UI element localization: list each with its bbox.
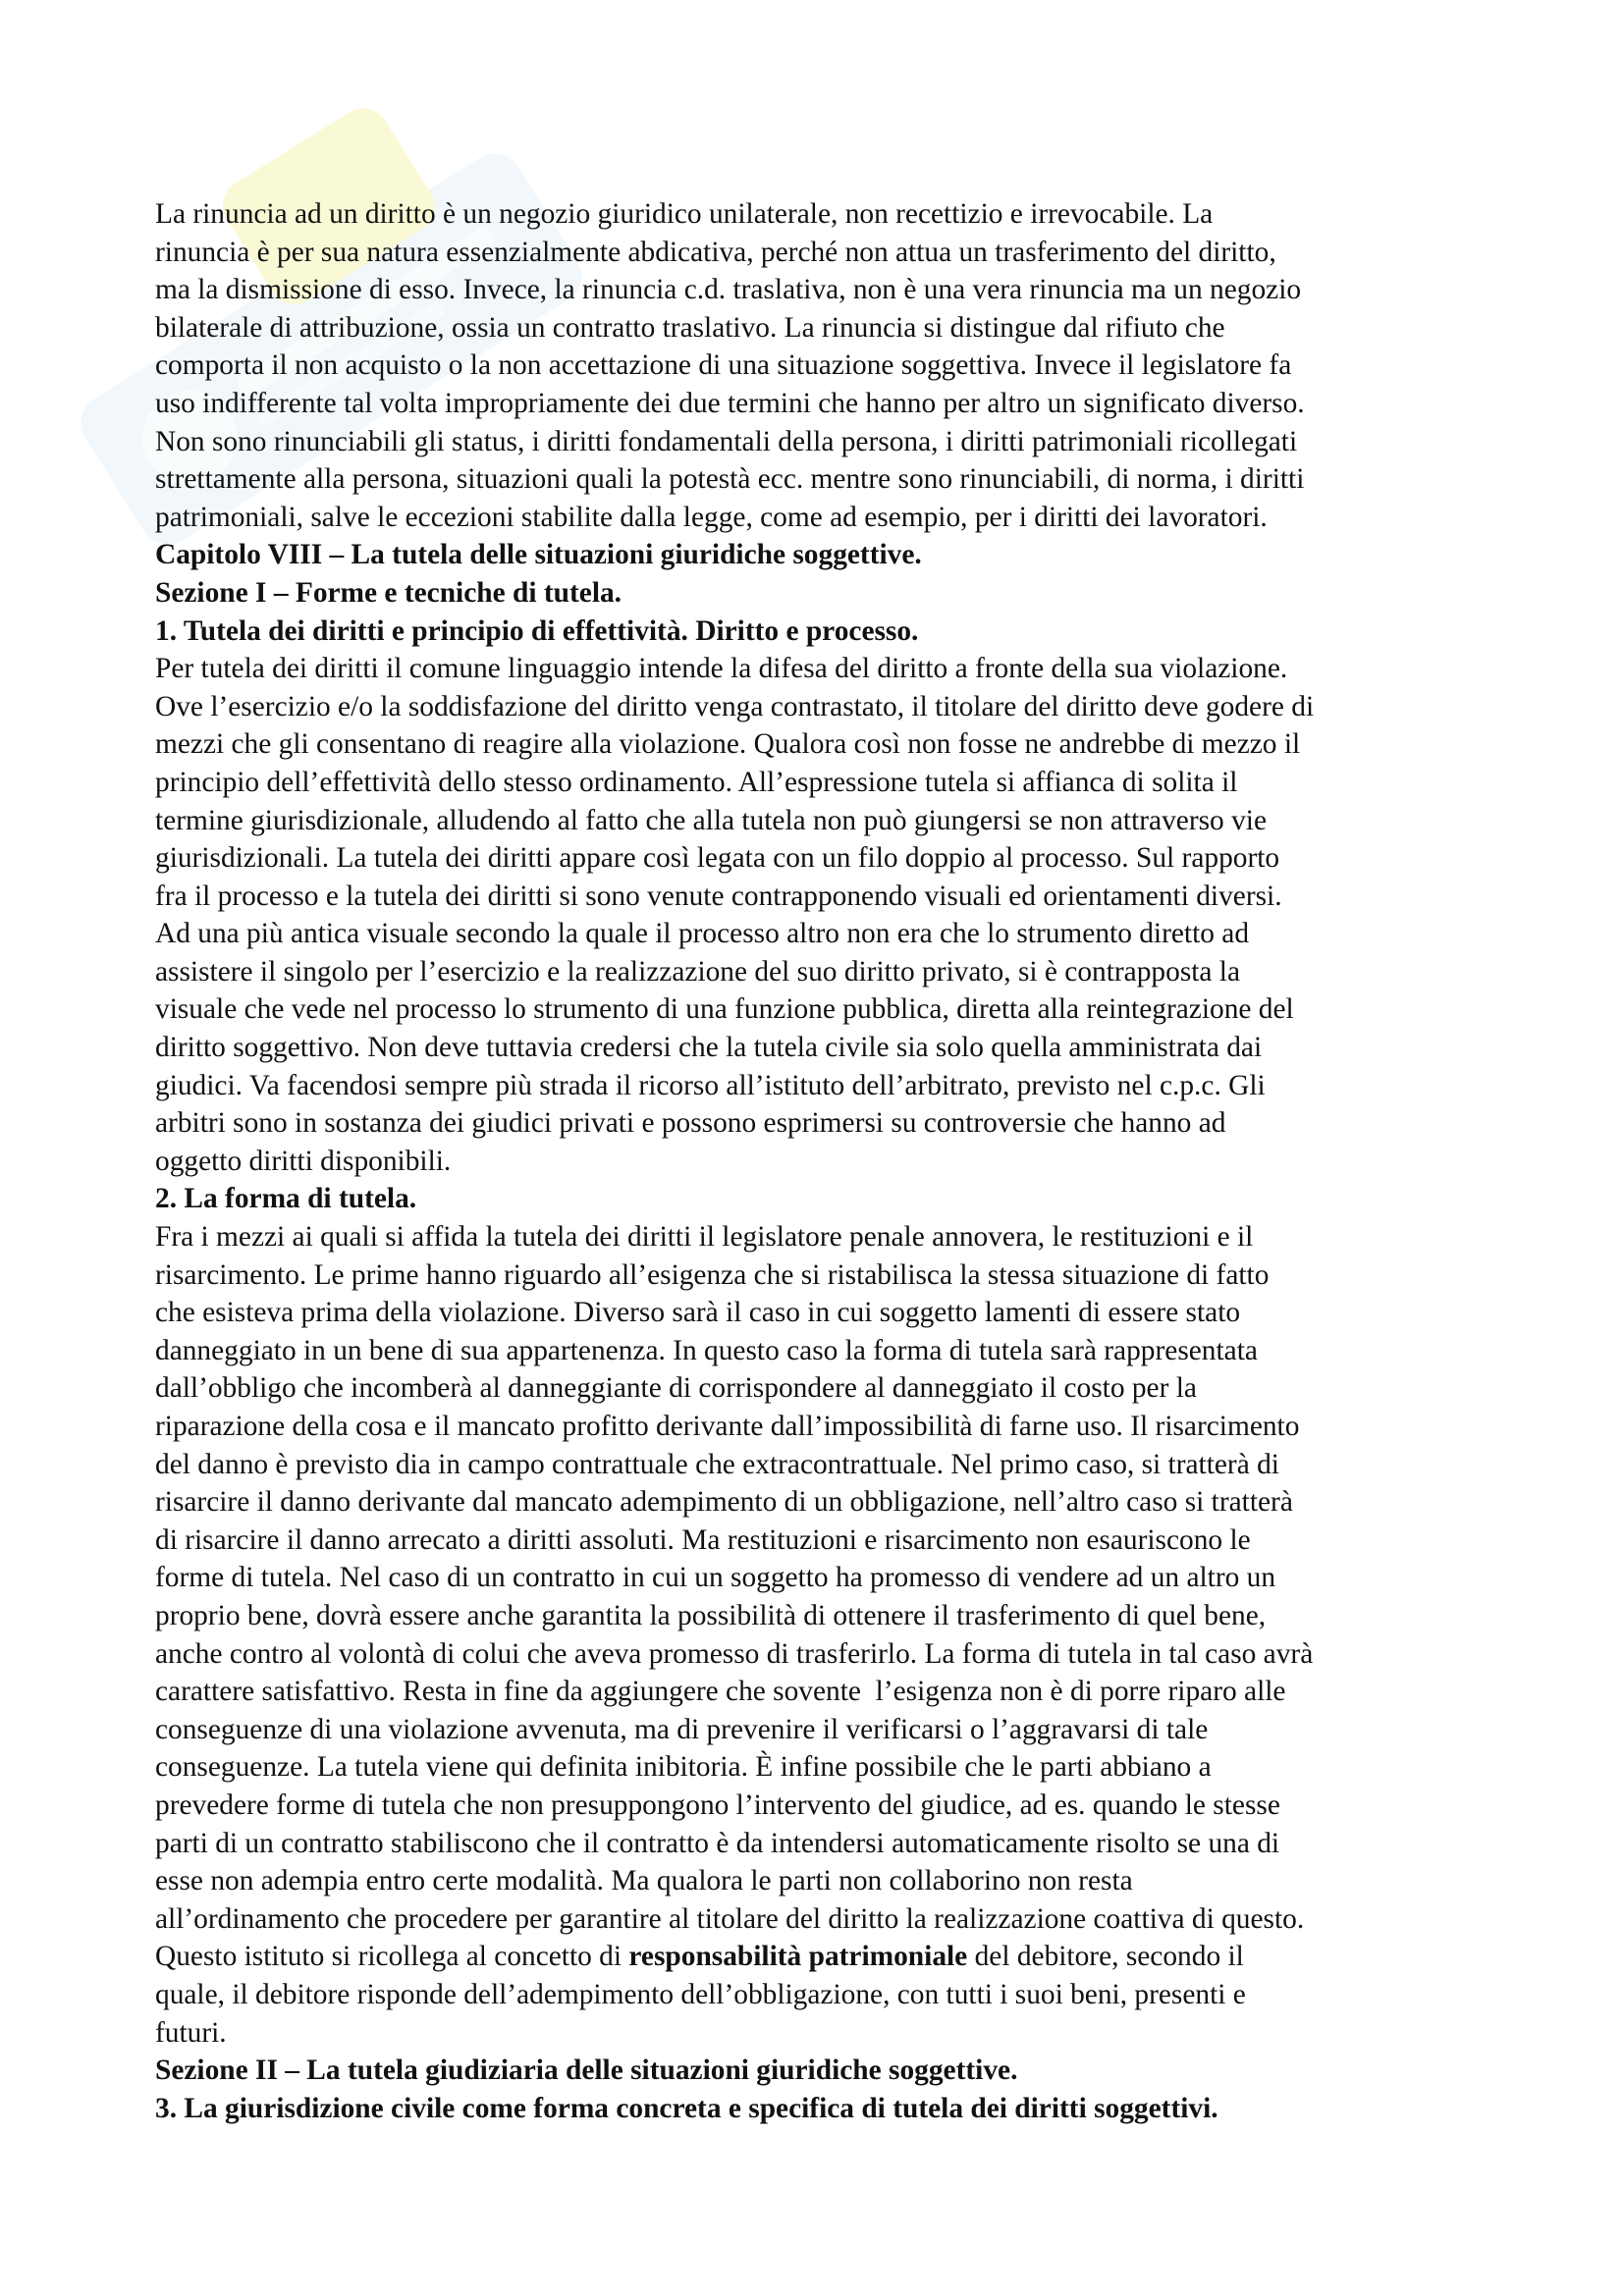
paragraph-line: di risarcire il danno arrecato a diritti assoluti. Ma restituzioni e risarcimento non esauriscono le: [155, 1523, 1251, 1556]
paragraph-line: giurisdizionali. La tutela dei diritti appare così legata con un filo doppio al processo. Sul rapporto: [155, 842, 1280, 875]
paragraph-line: parti di un contratto stabiliscono che il contratto è da intendersi automaticamente risolto se una di: [155, 1827, 1280, 1859]
paragraph-line: anche contro al volontà di colui che aveva promesso di trasferirlo. La forma di tutela in tal caso avrà: [155, 1637, 1314, 1670]
paragraph-line: conseguenze. La tutela viene qui definita inibitoria. È infine possibile che le parti abbiano a: [155, 1751, 1212, 1784]
paragraph-line: futuri.: [155, 2016, 227, 2049]
paragraph-line: giudici. Va facendosi sempre più strada il ricorso all’istituto dell’arbitrato, previsto nel c.p.c. Gli: [155, 1069, 1266, 1101]
paragraph-line: prevedere forme di tutela che non presuppongono l’intervento del giudice, ad es. quando le stesse: [155, 1789, 1280, 1821]
paragraph-line: forme di tutela. Nel caso di un contratto in cui un soggetto ha promesso di vendere ad un altro un: [155, 1562, 1276, 1594]
paragraph-line: del danno è previsto dia in campo contrattuale che extracontrattuale. Nel primo caso, si tratterà di: [155, 1448, 1279, 1480]
paragraph-line: risarcimento. Le prime hanno riguardo all’esigenza che si ristabilisca la stessa situazione di fatto: [155, 1258, 1270, 1291]
paragraph-line: termine giurisdizionale, alludendo al fatto che alla tutela non può giungersi se non attraverso vie: [155, 804, 1267, 836]
paragraph-line: oggetto diritti disponibili.: [155, 1145, 452, 1177]
paragraph-line: Non sono rinunciabili gli status, i diritti fondamentali della persona, i diritti patrimoniali ricollegati: [155, 425, 1298, 457]
paragraph-line: Per tutela dei diritti il comune linguaggio intende la difesa del diritto a fronte della sua violazione.: [155, 653, 1288, 685]
paragraph-line: Ad una più antica visuale secondo la quale il processo altro non era che lo strumento diretto ad: [155, 918, 1250, 950]
heading-line: Sezione II – La tutela giudiziaria delle situazioni giuridiche soggettive.: [155, 2055, 1018, 2087]
paragraph-line: arbitri sono in sostanza dei giudici privati e possono esprimersi su controversie che hanno ad: [155, 1107, 1226, 1140]
paragraph-line: risarcire il danno derivante dal mancato adempimento di un obbligazione, nell’altro caso si tratterà: [155, 1486, 1293, 1519]
paragraph-line: che esisteva prima della violazione. Diverso sarà il caso in cui soggetto lamenti di essere stato: [155, 1297, 1241, 1329]
paragraph-line: danneggiato in un bene di sua appartenenza. In questo caso la forma di tutela sarà rappresentata: [155, 1334, 1258, 1366]
paragraph-line: all’ordinamento che procedere per garantire al titolare del diritto la realizzazione coattiva di questo.: [155, 1902, 1305, 1935]
paragraph-line: [155, 1938, 1476, 1976]
paragraph-line: carattere satisfattivo. Resta in fine da aggiungere che sovente l’esigenza non è di porre riparo alle: [155, 1676, 1286, 1708]
paragraph-line: dall’obbligo che incomberà al danneggiante di corrispondere al danneggiato il costo per la: [155, 1372, 1197, 1405]
document-body: [155, 195, 1476, 2127]
bold-term: responsabilità patrimoniale: [628, 1941, 968, 1973]
heading-line: 2. La forma di tutela.: [155, 1183, 417, 1215]
paragraph-line: esse non adempia entro certe modalità. Ma qualora le parti non collaborino non resta: [155, 1865, 1133, 1897]
paragraph-line: uso indifferente tal volta impropriamente dei due termini che hanno per altro un significato diverso.: [155, 387, 1305, 419]
paragraph-line: La rinuncia ad un diritto è un negozio giuridico unilaterale, non recettizio e irrevocabile. La: [155, 198, 1214, 230]
heading-line: 3. La giurisdizione civile come forma concreta e specifica di tutela dei diritti soggettivi.: [155, 2092, 1218, 2124]
paragraph-line: quale, il debitore risponde dell’adempimento dell’obbligazione, con tutti i suoi beni, presenti e: [155, 1978, 1246, 2010]
paragraph-line: assistere il singolo per l’esercizio e la realizzazione del suo diritto privato, si è contrapposta la: [155, 955, 1241, 988]
paragraph-line: comporta il non acquisto o la non accettazione di una situazione soggettiva. Invece il legislatore fa: [155, 349, 1292, 382]
paragraph-line: bilaterale di attribuzione, ossia un contratto traslativo. La rinuncia si distingue dal rifiuto che: [155, 311, 1225, 344]
line-text-tail: del debitore, secondo il: [967, 1941, 1244, 1973]
heading-line: Sezione I – Forme e tecniche di tutela.: [155, 576, 622, 609]
paragraph-line: Fra i mezzi ai quali si affida la tutela dei diritti il legislatore penale annovera, le restituzioni e il: [155, 1221, 1254, 1254]
heading-line: 1. Tutela dei diritti e principio di effettività. Diritto e processo.: [155, 614, 919, 647]
paragraph-line: fra il processo e la tutela dei diritti si sono venute contrapponendo visuali ed orientamenti diversi.: [155, 880, 1282, 912]
heading-line: Capitolo VIII – La tutela delle situazioni giuridiche soggettive.: [155, 539, 922, 571]
paragraph-line: rinuncia è per sua natura essenzialmente abdicativa, perché non attua un trasferimento del diritto,: [155, 236, 1276, 268]
paragraph-line: proprio bene, dovrà essere anche garantita la possibilità di ottenere il trasferimento di quel bene,: [155, 1599, 1267, 1631]
paragraph-line: principio dell’effettività dello stesso ordinamento. All’espressione tutela si affianca di solita il: [155, 766, 1238, 798]
paragraph-line: strettamente alla persona, situazioni quali la potestà ecc. mentre sono rinunciabili, di norma, i diritti: [155, 463, 1305, 496]
paragraph-line: riparazione della cosa e il mancato profitto derivante dall’impossibilità di farne uso. Il risarcimento: [155, 1411, 1300, 1442]
paragraph-line: diritto soggettivo. Non deve tuttavia credersi che la tutela civile sia solo quella amministrata dai: [155, 1032, 1263, 1064]
paragraph-line: ma la dismissione di esso. Invece, la rinuncia c.d. traslativa, non è una vera rinuncia ma un negozio: [155, 274, 1302, 306]
paragraph-line: Ove l’esercizio e/o la soddisfazione del diritto venga contrastato, il titolare del diritto deve godere di: [155, 690, 1315, 722]
paragraph-line: patrimoniali, salve le eccezioni stabilite dalla legge, come ad esempio, per i diritti dei lavoratori.: [155, 501, 1268, 533]
paragraph-line: visuale che vede nel processo lo strumento di una funzione pubblica, diretta alla reintegrazione del: [155, 993, 1294, 1026]
paragraph-line: mezzi che gli consentano di reagire alla violazione. Qualora così non fosse ne andrebbe di mezzo il: [155, 728, 1301, 761]
line-text: Questo istituto si ricollega al concetto di: [155, 1941, 629, 1973]
paragraph-line: conseguenze di una violazione avvenuta, ma di prevenire il verificarsi o l’aggravarsi di tale: [155, 1713, 1209, 1745]
